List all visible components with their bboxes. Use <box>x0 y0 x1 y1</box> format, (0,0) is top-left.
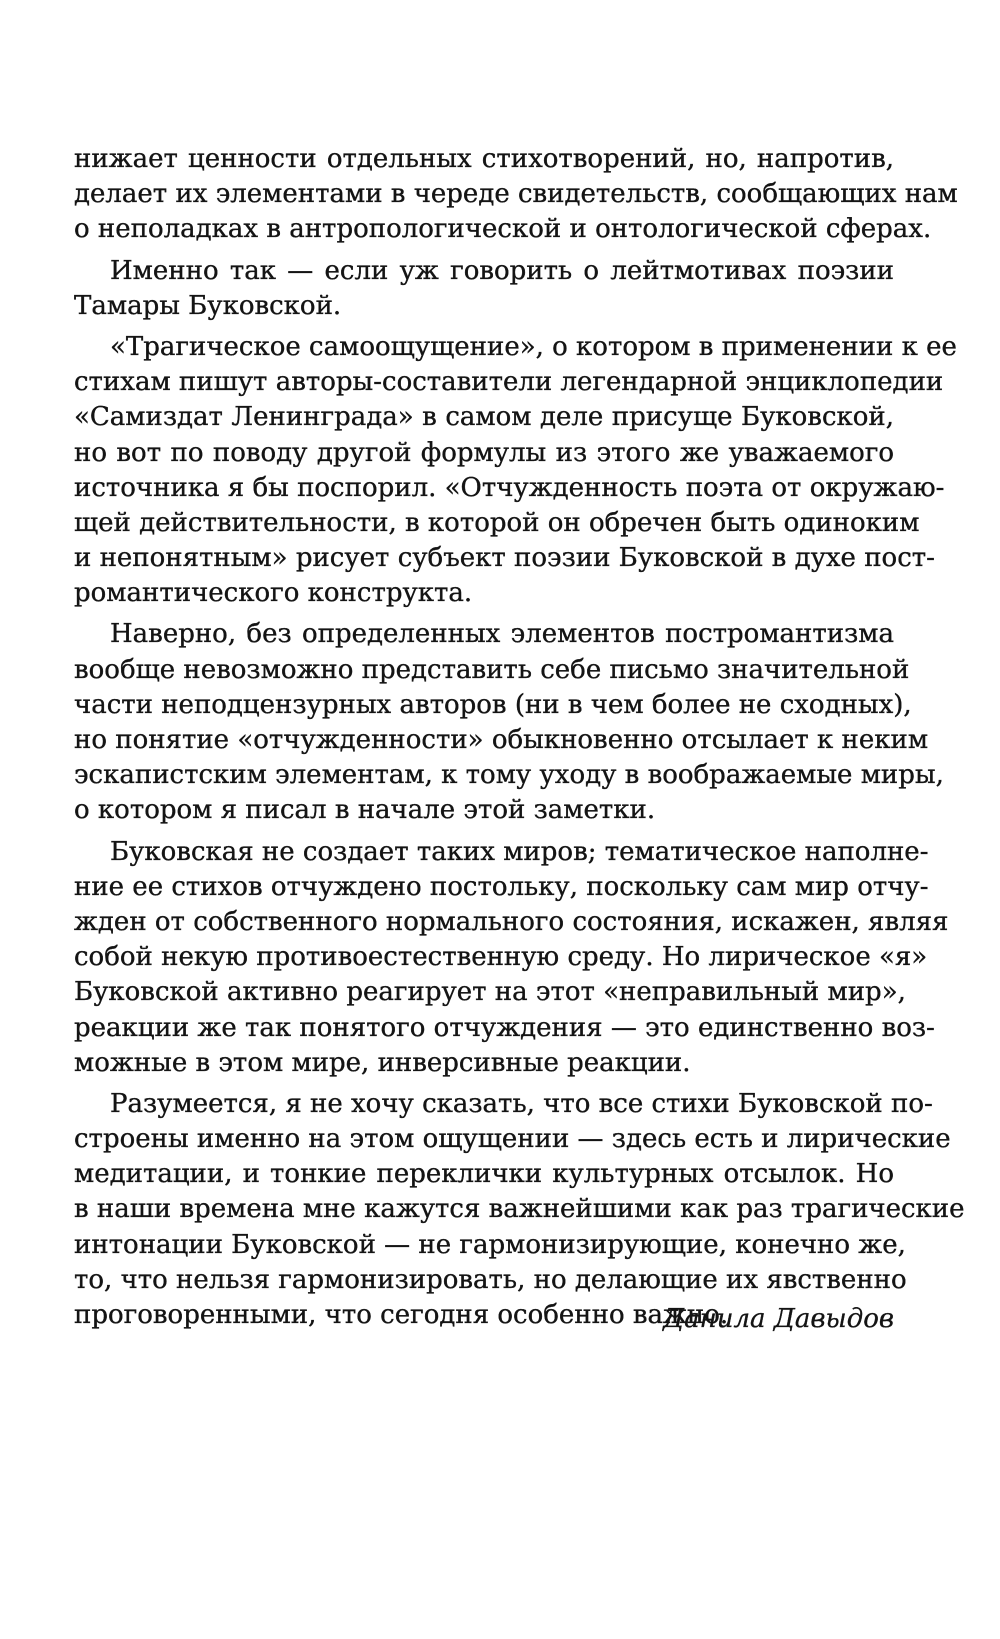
text-line: о неполадках в антропологической и онтологической сферах. <box>74 214 932 245</box>
text-line: щей действительности, в которой он обречен быть одиноким <box>74 507 920 538</box>
text-line: Буковская не создает таких миров; тематическое наполне- <box>110 836 929 867</box>
text-line: эскапистским элементам, к тому уходу в воображаемые миры, <box>74 760 944 791</box>
text-line: интонации Буковской — не гармонизирующие, конечно же, <box>74 1229 906 1260</box>
text-line: вообще невозможно представить себе письмо значительной <box>74 654 910 685</box>
text-line: источника я бы поспорил. «Отчужденность поэта от окружаю- <box>74 472 945 503</box>
text-line: о котором я писал в начале этой заметки. <box>74 795 656 826</box>
text-line: строены именно на этом ощущении — здесь есть и лирические <box>74 1124 951 1155</box>
text-line: стихам пишут авторы-составители легендарной энциклопедии <box>74 367 944 398</box>
text-line: Разумеется, я не хочу сказать, что все стихи Буковской по- <box>110 1088 933 1119</box>
text-line: медитации, и тонкие переклички культурных отсылок. Но <box>74 1159 894 1190</box>
text-line: собой некую противоестественную среду. Но лирическое «я» <box>74 942 928 973</box>
text-line: жден от собственного нормального состояния, искажен, являя <box>74 906 949 937</box>
text-line: Тамары Буковской. <box>74 290 342 321</box>
text-line: «Трагическое самоощущение», о котором в применении к ее <box>110 331 957 362</box>
text-line: Наверно, без определенных элементов постромантизма <box>110 619 894 650</box>
text-line: романтического конструкта. <box>74 578 473 609</box>
text-line: можные в этом мире, инверсивные реакции. <box>74 1047 691 1078</box>
paragraph-2 <box>74 254 894 324</box>
text-line: проговоренными, что сегодня особенно важно. <box>74 1300 729 1330</box>
paragraph-4 <box>74 617 944 828</box>
paragraph-3 <box>74 330 957 612</box>
paragraph-5 <box>74 835 949 1081</box>
author-signature: Данила Давыдов <box>662 1304 894 1334</box>
text-line: но понятие «отчужденности» обыкновенно отсылает к неким <box>74 725 929 755</box>
text-line: реакции же так понятого отчуждения — это единственно воз- <box>74 1012 935 1043</box>
text-line: в наши времена мне кажутся важнейшими как раз трагические <box>74 1194 965 1225</box>
text-line: Именно так — если уж говорить о лейтмотивах поэзии <box>110 255 894 286</box>
text-line: нижает ценности отдельных стихотворений, но, напротив, <box>74 144 894 174</box>
text-line: делает их элементами в череде свидетельств, сообщающих нам <box>74 179 958 210</box>
text-line: «Самиздат Ленинграда» в самом деле присуще Буковской, <box>74 402 894 433</box>
paragraph-1 <box>74 142 958 248</box>
text-line: то, что нельзя гармонизировать, но делающие их явственно <box>74 1264 907 1295</box>
text-line: но вот по поводу другой формулы из этого же уважаемого <box>74 437 894 468</box>
text-line: ние ее стихов отчуждено постольку, поскольку сам мир отчу- <box>74 871 929 902</box>
article-body <box>74 142 965 1339</box>
text-line: части неподцензурных авторов (ни в чем более не сходных), <box>74 689 912 720</box>
text-line: Буковской активно реагирует на этот «неправильный мир», <box>74 977 906 1008</box>
paragraph-6 <box>74 1087 965 1333</box>
text-line: и непонятным» рисует субъект поэзии Буковской в духе пост- <box>74 543 935 574</box>
